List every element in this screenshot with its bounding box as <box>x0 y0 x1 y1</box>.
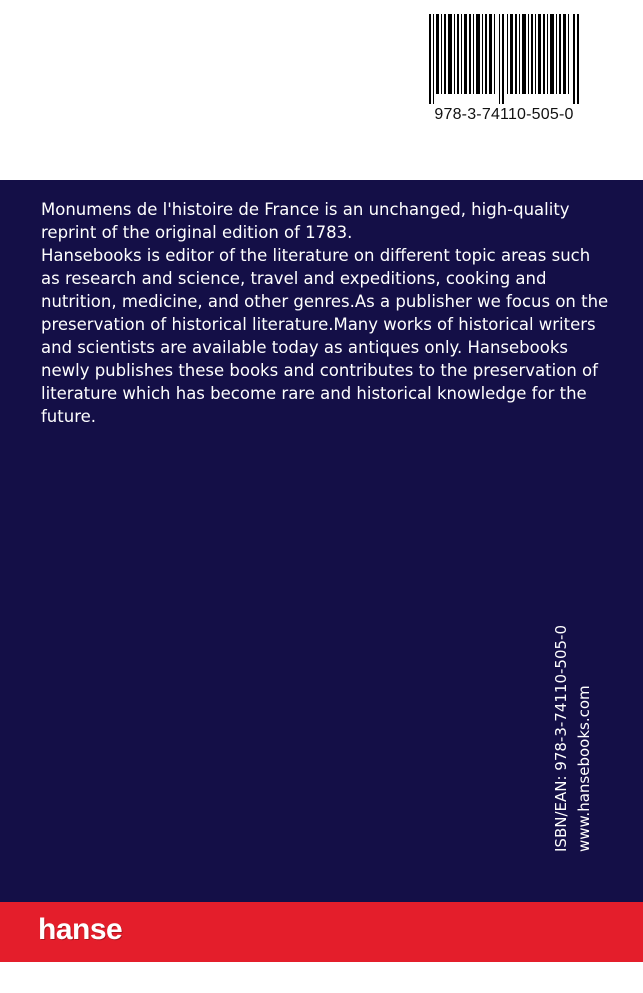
top-white-band <box>0 0 643 180</box>
isbn-text: ISBN/EAN: 978-3-74110-505-0 <box>552 624 570 852</box>
bottom-white-band <box>0 962 643 993</box>
barcode-number: 978-3-74110-505-0 <box>434 106 574 123</box>
description-paragraph-2: Hansebooks is editor of the literature on different topic areas such as research and science, travel and expeditions, cooking and nutrition, medicine, and other genres.As a publisher we focus on the preservation of historical literature.Many works of historical writers and scientists are available today as antiques only. Hansebooks newly publishes these books and contributes to the preservation of literature which has become rare and historical knowledge for the future. <box>41 246 609 426</box>
description-text <box>41 198 611 428</box>
barcode <box>429 14 579 124</box>
description-paragraph-1: Monumens de l'histoire de France is an unchanged, high-quality reprint of the original edition of 1783. <box>41 200 570 242</box>
footer-red-band <box>0 902 643 962</box>
back-cover-main <box>0 180 643 902</box>
website-text: www.hansebooks.com <box>575 685 593 852</box>
spine-info-rotated <box>550 612 596 852</box>
barcode-bars <box>429 14 579 104</box>
spine-info <box>550 612 600 852</box>
hanse-logo: hanse <box>38 913 123 946</box>
